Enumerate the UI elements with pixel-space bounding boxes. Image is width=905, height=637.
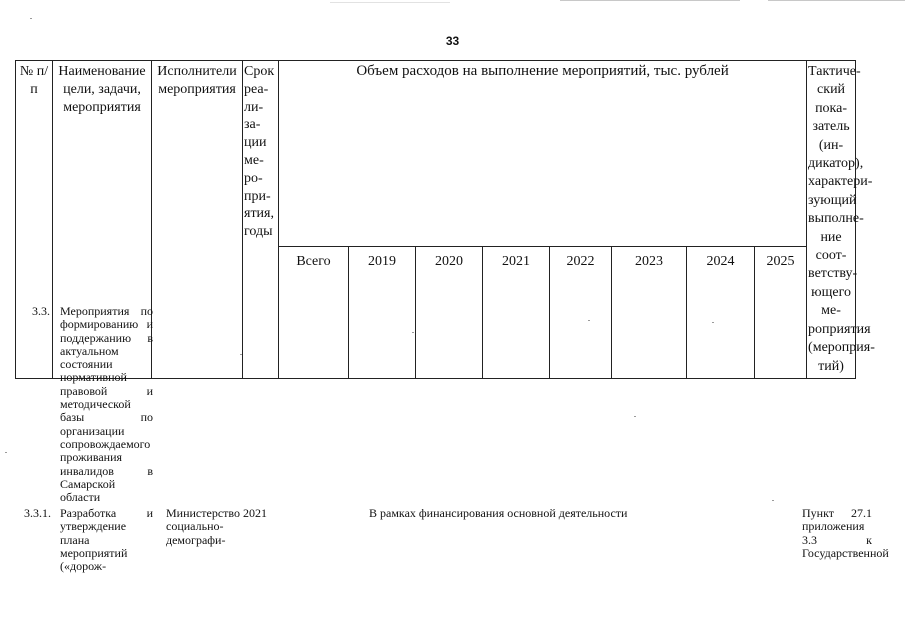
col-header-term [243,61,279,379]
col-header-total: Всего [279,246,349,378]
col-header-term-label: Срок реа-ли-за-ции ме-ро-при-ятия, годы [244,64,275,240]
col-header-expenses: Объем расходов на выполнение мероприятий, тыс. рублей [279,61,807,247]
col-header-number: № п/п [16,61,53,379]
col-header-year-2023: 2023 [612,246,687,378]
col-header-year-2020: 2020 [416,246,483,378]
row-3-3-1-executor: Министерство социально-демографи- [166,506,240,547]
col-header-year-2021: 2021 [483,246,550,378]
col-header-executors: Исполнители мероприятия [152,61,243,379]
col-header-year-2019: 2019 [349,246,416,378]
row-3-3-1-term: 2021 [243,506,267,520]
row-3-3-1-number: 3.3.1. [24,506,51,520]
col-header-year-2025: 2025 [755,246,807,378]
row-3-3-number: 3.3. [32,304,50,318]
col-header-name: Наименование цели, задачи, мероприятия [53,61,152,379]
col-header-year-2022: 2022 [550,246,612,378]
row-3-3-1-indicator: Пункт 27.1 приложения 3.3 к Государственной [802,506,889,560]
col-header-indicator: Тактиче-ский пока-затель (ин-дикатор), характери-зующий выполне-ние соот-ветству-ющего ме-роприятия (мероприя-тий) [807,61,856,379]
scan-artifact-line [768,0,905,1]
row-3-3-1-funding: В рамках финансирования основной деятельности [369,506,628,520]
row-3-3-1-name: Разработка и утверждение плана мероприятий («дорож- [60,506,153,574]
page-number: 33 [445,34,460,48]
row-3-3-name: Мероприятия по формированию и поддержанию в актуальном состоянии нормативной правовой и методической базы по организации сопровождаемого проживания инвалидов в Самарской области [60,304,153,505]
scan-artifact-line [330,2,450,3]
col-header-year-2024: 2024 [687,246,755,378]
scan-artifact-line [560,0,740,1]
